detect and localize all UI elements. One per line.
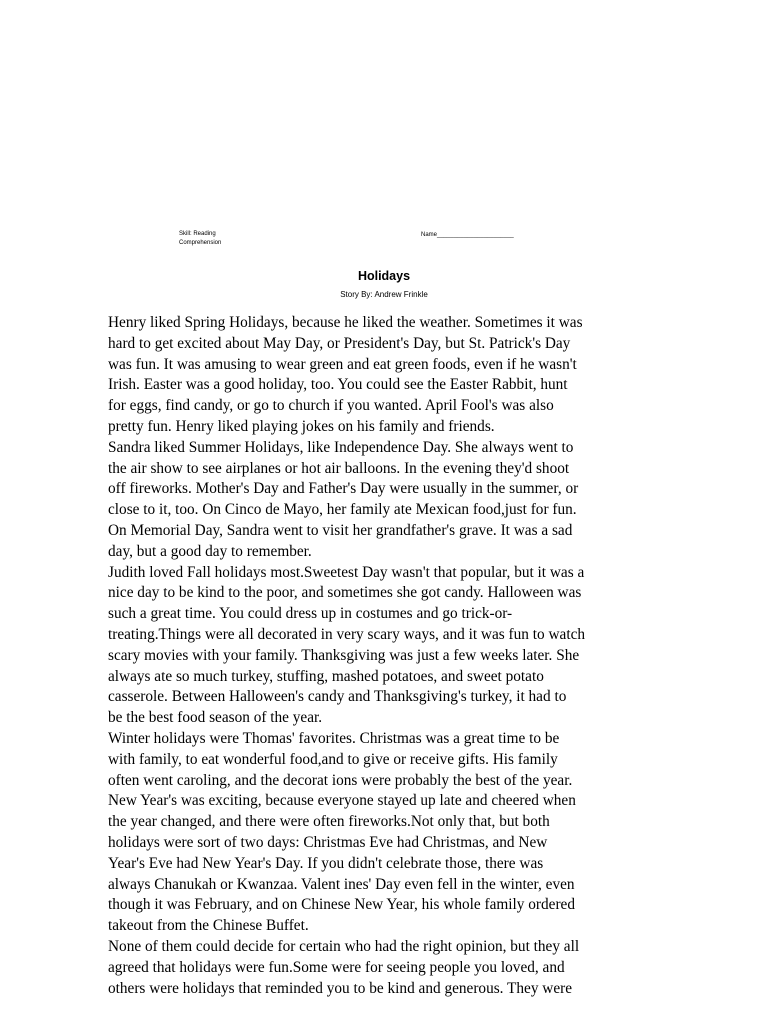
story-line: Judith loved Fall holidays most.Sweetest Day wasn't that popular, but it was a	[108, 563, 585, 581]
story-title: Holidays	[357, 269, 411, 283]
skill-label	[179, 230, 221, 248]
story-line: holidays were sort of two days: Christmas Eve had Christmas, and New	[108, 833, 548, 851]
name-field: Name_______________________	[421, 232, 514, 238]
story-line: day, but a good day to remember.	[108, 542, 312, 560]
story-line: though it was February, and on Chinese New Year, his whole family ordered	[108, 896, 575, 914]
story-line: always Chanukah or Kwanzaa. Valent ines' Day even fell in the winter, even	[108, 875, 575, 893]
story-line: Sandra liked Summer Holidays, like Independence Day. She always went to	[108, 438, 574, 456]
story-line: off fireworks. Mother's Day and Father's Day were usually in the summer, or	[108, 480, 579, 498]
story-line: pretty fun. Henry liked playing jokes on his family and friends.	[108, 417, 495, 435]
story-body	[108, 313, 668, 999]
story-line: Year's Eve had New Year's Day. If you didn't celebrate those, there was	[108, 854, 544, 872]
story-line: Winter holidays were Thomas' favorites. Christmas was a great time to be	[108, 729, 560, 747]
story-byline: Story By: Andrew Frinkle	[340, 290, 428, 299]
story-line: Irish. Easter was a good holiday, too. You could see the Easter Rabbit, hunt	[108, 376, 568, 394]
story-line: with family, to eat wonderful food,and to give or receive gifts. His family	[108, 750, 558, 768]
story-line: None of them could decide for certain who had the right opinion, but they all	[108, 937, 580, 955]
story-line: such a great time. You could dress up in costumes and go trick-or-	[108, 605, 513, 623]
story-line: others were holidays that reminded you to be kind and generous. They were	[108, 979, 573, 997]
story-line: often went caroling, and the decorat ions were probably the best of the year.	[108, 771, 573, 789]
skill-label-line-2: Comprehension	[179, 240, 222, 246]
story-line: was fun. It was amusing to wear green and eat green foods, even if he wasn't	[108, 355, 577, 373]
story-line: scary movies with your family. Thanksgiving was just a few weeks later. She	[108, 646, 580, 664]
story-line: Henry liked Spring Holidays, because he liked the weather. Sometimes it was	[108, 314, 583, 331]
story-line: nice day to be kind to the poor, and sometimes she got candy. Halloween was	[108, 584, 582, 602]
story-line: New Year's was exciting, because everyone stayed up late and cheered when	[108, 792, 576, 810]
skill-label-line-1: Skill: Reading	[179, 231, 216, 237]
story-line: always ate so much turkey, stuffing, mashed potatoes, and sweet potato	[108, 667, 544, 685]
story-line: agreed that holidays were fun.Some were for seeing people you loved, and	[108, 958, 565, 976]
story-line: treating.Things were all decorated in very scary ways, and it was fun to watch	[108, 625, 586, 643]
story-line: takeout from the Chinese Buffet.	[108, 917, 309, 935]
story-line: the year changed, and there were often fireworks.Not only that, but both	[108, 813, 550, 831]
story-line: casserole. Between Halloween's candy and Thanksgiving's turkey, it had to	[108, 688, 567, 706]
story-line: On Memorial Day, Sandra went to visit her grandfather's grave. It was a sad	[108, 521, 573, 539]
story-line: close to it, too. On Cinco de Mayo, her family ate Mexican food,just for fun.	[108, 501, 577, 519]
story-line: be the best food season of the year.	[108, 709, 323, 727]
story-line: for eggs, find candy, or go to church if you wanted. April Fool's was also	[108, 397, 554, 415]
story-line: the air show to see airplanes or hot air balloons. In the evening they'd shoot	[108, 459, 570, 477]
story-line: hard to get excited about May Day, or President's Day, but St. Patrick's Day	[108, 334, 571, 352]
